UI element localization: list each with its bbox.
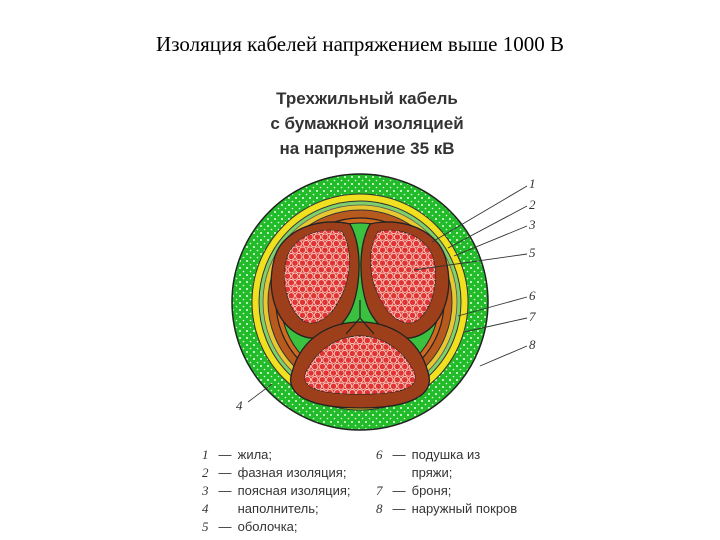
conductor-strand [387,286,393,292]
conductor-strand [424,273,430,279]
conductor-strand [315,383,321,389]
conductor-strand [375,370,381,376]
conductor-strand [337,234,343,240]
legend-row [202,482,351,500]
conductor-strand [314,299,320,305]
conductor-strand [360,357,366,363]
conductor-strand [375,383,381,389]
conductor-strand [405,370,411,376]
conductor-strand [383,253,389,259]
conductor-strand [372,377,378,383]
conductor-strand [409,273,415,279]
conductor-strand [383,344,389,350]
legend-dash: — [392,501,406,516]
conductor-strand [394,299,400,305]
conductor-strand [421,293,427,299]
conductor-strand [379,377,385,383]
legend-text: пряжи; [411,465,453,480]
figure-title-line: с бумажной изоляцией [270,114,464,133]
conductor-strand [421,253,427,259]
conductor-strand [342,377,348,383]
conductor-strand [314,273,320,279]
legend-left [202,446,351,536]
conductor-strand [318,253,324,259]
conductor-strand [345,344,351,350]
figure-title-line: Трехжильный кабель [276,89,458,108]
conductor-strand [303,240,309,246]
callout-3: 3 [529,217,536,232]
legend-row [202,500,351,518]
conductor-strand [409,312,415,318]
conductor-strand [327,363,333,369]
conductor-strand [345,383,351,389]
conductor-strand [318,293,324,299]
legend-row [202,518,351,536]
conductor-strand [338,370,344,376]
conductor-strand [406,267,412,273]
conductor-strand [314,234,320,240]
conductor-strand [311,240,317,246]
conductor-strand [323,357,329,363]
conductor-strand [398,306,404,312]
conductor-strand [333,293,339,299]
conductor-strand [319,377,325,383]
conductor-strand [372,273,378,279]
legend-dash: — [218,465,232,480]
conductor-strand [406,240,412,246]
conductor-strand [318,267,324,273]
conductor-strand [337,260,343,266]
conductor-strand [322,260,328,266]
conductor-strand [364,350,370,356]
conductor-strand [379,260,385,266]
conductor-strand [353,357,359,363]
conductor-strand [413,306,419,312]
conductor-strand [315,370,321,376]
callout-5: 5 [529,245,536,260]
conductor-strand [307,299,313,305]
conductor-strand [402,377,408,383]
conductor-strand [296,267,302,273]
legend-right [376,446,517,518]
conductor-strand [338,344,344,350]
conductor-strand [326,267,332,273]
conductor-strand [333,240,339,246]
conductor-strand [406,280,412,286]
conductor-strand [409,247,415,253]
conductor-strand [319,363,325,369]
conductor-strand [330,383,336,389]
conductor-strand [379,234,385,240]
conductor-strand [402,234,408,240]
conductor-strand [342,363,348,369]
conductor-strand [307,286,313,292]
conductor-strand [315,357,321,363]
conductor-strand [368,383,374,389]
conductor-strand [376,280,382,286]
conductor-strand [402,299,408,305]
conductor-strand [329,273,335,279]
conductor-strand [398,293,404,299]
slide-title: Изоляция кабелей напряжением выше 1000 В [156,32,564,56]
conductor-strand [383,370,389,376]
figure-title-line: на напряжение 35 кВ [279,139,455,158]
legend-row [376,482,517,500]
conductor-strand [372,247,378,253]
conductor-strand [390,383,396,389]
conductor-strand [372,363,378,369]
conductor-strand [349,350,355,356]
conductor-strand [376,240,382,246]
conductor-strand [292,299,298,305]
conductor-strand [398,267,404,273]
callout-8: 8 [529,337,536,352]
conductor-strand [398,370,404,376]
conductor-strand [349,363,355,369]
legend-row [202,464,351,482]
legend-text: броня; [411,483,452,498]
callout-1: 1 [529,176,536,191]
conductor-strand [330,357,336,363]
conductor-strand [394,286,400,292]
conductor-strand [312,377,318,383]
conductor-strand [318,306,324,312]
conductor-strand [292,286,298,292]
conductor-strand [357,337,363,343]
conductor-strand [413,253,419,259]
conductor-strand [299,260,305,266]
conductor-strand [360,370,366,376]
conductor-strand [341,240,347,246]
conductor-strand [299,273,305,279]
legend-num: 6 [376,447,383,462]
conductor-strand [417,286,423,292]
conductor-strand [424,286,430,292]
legend-num: 1 [202,447,209,462]
conductor-strand [372,260,378,266]
conductor-strand [323,383,329,389]
conductor-strand [326,253,332,259]
conductor-strand [341,267,347,273]
conductor-strand [311,280,317,286]
legend-row [376,500,517,518]
conductor-strand [322,234,328,240]
conductor-strand [326,240,332,246]
conductor-strand [409,299,415,305]
conductor-strand [391,280,397,286]
conductor-strand [296,293,302,299]
conductor-strand [311,293,317,299]
conductor-strand [307,260,313,266]
conductor-strand [311,267,317,273]
conductor-strand [303,306,309,312]
conductor-strand [353,370,359,376]
callout-2: 2 [529,197,536,212]
conductor-strand [375,357,381,363]
conductor-strand [402,247,408,253]
conductor-strand [327,377,333,383]
conductor-strand [394,273,400,279]
conductor-strand [337,286,343,292]
legend-num: 7 [376,483,383,498]
conductor-strand [303,267,309,273]
conductor-strand [307,312,313,318]
legend-row [376,446,517,464]
conductor-strand [424,260,430,266]
conductor-strand [402,363,408,369]
conductor-strand [394,312,400,318]
conductor-strand [368,344,374,350]
conductor-strand [417,299,423,305]
conductor-strand [383,357,389,363]
conductor-strand [360,344,366,350]
conductor-strand [334,377,340,383]
conductor-strand [329,299,335,305]
conductor-strand [299,247,305,253]
conductor-strand [311,253,317,259]
conductor-strand [394,247,400,253]
conductor-strand [394,377,400,383]
conductor-strand [402,312,408,318]
conductor-strand [296,280,302,286]
conductor-strand [417,273,423,279]
conductor-strand [338,357,344,363]
conductor-strand [357,377,363,383]
conductor-strand [292,260,298,266]
conductor-strand [314,260,320,266]
conductor-strand [379,286,385,292]
conductor-strand [288,253,294,259]
conductor-strand [337,273,343,279]
conductor-strand [329,234,335,240]
legend-dash: — [392,483,406,498]
conductor-strand [353,344,359,350]
conductor-strand [296,253,302,259]
conductor-strand [379,350,385,356]
conductor-strand [368,370,374,376]
conductor-strand [353,383,359,389]
conductor-strand [406,293,412,299]
conductor-strand [387,350,393,356]
conductor-strand [383,280,389,286]
conductor-strand [329,286,335,292]
conductor-strand [303,293,309,299]
conductor-strand [314,247,320,253]
conductor-strand [342,350,348,356]
conductor-strand [368,357,374,363]
conductor-strand [303,253,309,259]
conductor-strand [394,260,400,266]
conductor-strand [398,253,404,259]
conductor-strand [341,253,347,259]
conductor-strand [345,357,351,363]
conductor-strand [333,267,339,273]
legend-dash: — [218,447,232,462]
conductor-strand [387,363,393,369]
conductor-strand [330,370,336,376]
conductor-strand [383,267,389,273]
conductor-strand [387,273,393,279]
conductor-strand [364,377,370,383]
conductor-strand [421,267,427,273]
legend-num: 5 [202,519,209,534]
conductor-strand [329,247,335,253]
conductor-strand [307,273,313,279]
conductor-strand [326,293,332,299]
legend-text: подушка из [411,447,481,462]
conductor-strand [312,363,318,369]
conductor-strand [357,350,363,356]
legend-num: 2 [202,465,209,480]
conductor-strand [299,299,305,305]
conductor-strand [383,240,389,246]
conductor-strand [314,312,320,318]
conductor-strand [322,286,328,292]
conductor-strand [326,306,332,312]
conductor-strand [334,350,340,356]
conductor-strand [391,267,397,273]
conductor-strand [390,357,396,363]
conductor-strand [413,280,419,286]
conductor-strand [323,370,329,376]
legend-row [202,446,351,464]
conductor-strand [383,383,389,389]
conductor-strand [376,253,382,259]
conductor-strand [372,350,378,356]
conductor-strand [326,280,332,286]
callout-4: 4 [236,398,243,413]
conductor-strand [391,240,397,246]
conductor-strand [329,260,335,266]
conductor-strand [299,286,305,292]
conductor-strand [379,273,385,279]
conductor-strand [406,253,412,259]
conductor-strand [409,286,415,292]
conductor-strand [402,260,408,266]
conductor-strand [322,299,328,305]
conductor-strand [409,260,415,266]
conductor-strand [402,273,408,279]
conductor-strand [364,337,370,343]
conductor-strand [391,293,397,299]
conductor-strand [390,370,396,376]
conductor-strand [364,363,370,369]
legend-num: 3 [202,483,209,498]
conductor-strand [349,337,355,343]
legend-num: 8 [376,501,383,516]
conductor-strand [379,247,385,253]
conductor-strand [402,286,408,292]
legend-text: оболочка; [237,519,298,534]
conductor-strand [308,370,314,376]
legend-dash: — [218,519,232,534]
legend-dash: — [392,447,406,462]
conductor-strand [406,306,412,312]
conductor-strand [398,240,404,246]
conductor-strand [292,247,298,253]
conductor-strand [417,247,423,253]
legend-text: наполнитель; [237,501,319,516]
conductor-strand [379,363,385,369]
conductor-strand [318,240,324,246]
callout-6: 6 [529,288,536,303]
conductor-strand [360,383,366,389]
conductor-strand [398,383,404,389]
conductor-strand [334,363,340,369]
conductor-strand [387,377,393,383]
conductor-strand [413,240,419,246]
conductor-strand [311,306,317,312]
conductor-strand [296,306,302,312]
conductor-strand [387,260,393,266]
conductor-strand [288,293,294,299]
conductor-strand [417,260,423,266]
conductor-strand [394,234,400,240]
legend-text: наружный покров [411,501,518,516]
conductor-strand [330,344,336,350]
legend-text: поясная изоляция; [237,483,351,498]
conductor-strand [387,247,393,253]
callout-7: 7 [529,309,536,324]
conductor-strand [322,247,328,253]
conductor-strand [383,293,389,299]
conductor-strand [292,273,298,279]
conductor-strand [398,357,404,363]
conductor-strand [375,344,381,350]
conductor-strand [398,280,404,286]
conductor-strand [357,363,363,369]
conductor-strand [299,312,305,318]
conductor-strand [421,280,427,286]
conductor-strand [333,280,339,286]
legend-row [376,464,517,482]
conductor-strand [322,273,328,279]
legend-dash: — [218,483,232,498]
conductor-strand [391,306,397,312]
conductor-strand [349,377,355,383]
legend-num: 4 [202,501,209,516]
conductor-strand [387,234,393,240]
conductor-strand [387,299,393,305]
conductor-strand [391,253,397,259]
conductor-strand [337,247,343,253]
conductor-strand [303,280,309,286]
conductor-strand [307,247,313,253]
legend-text: фазная изоляция; [237,465,347,480]
conductor-strand [376,267,382,273]
conductor-strand [288,267,294,273]
conductor-strand [333,253,339,259]
conductor-strand [284,273,290,279]
conductor-strand [314,286,320,292]
conductor-strand [345,370,351,376]
conductor-strand [413,293,419,299]
conductor-strand [288,280,294,286]
conductor-strand [428,280,434,286]
conductor-strand [394,363,400,369]
conductor-strand [338,383,344,389]
conductor-strand [327,350,333,356]
legend-text: жила; [237,447,273,462]
conductor-strand [318,280,324,286]
